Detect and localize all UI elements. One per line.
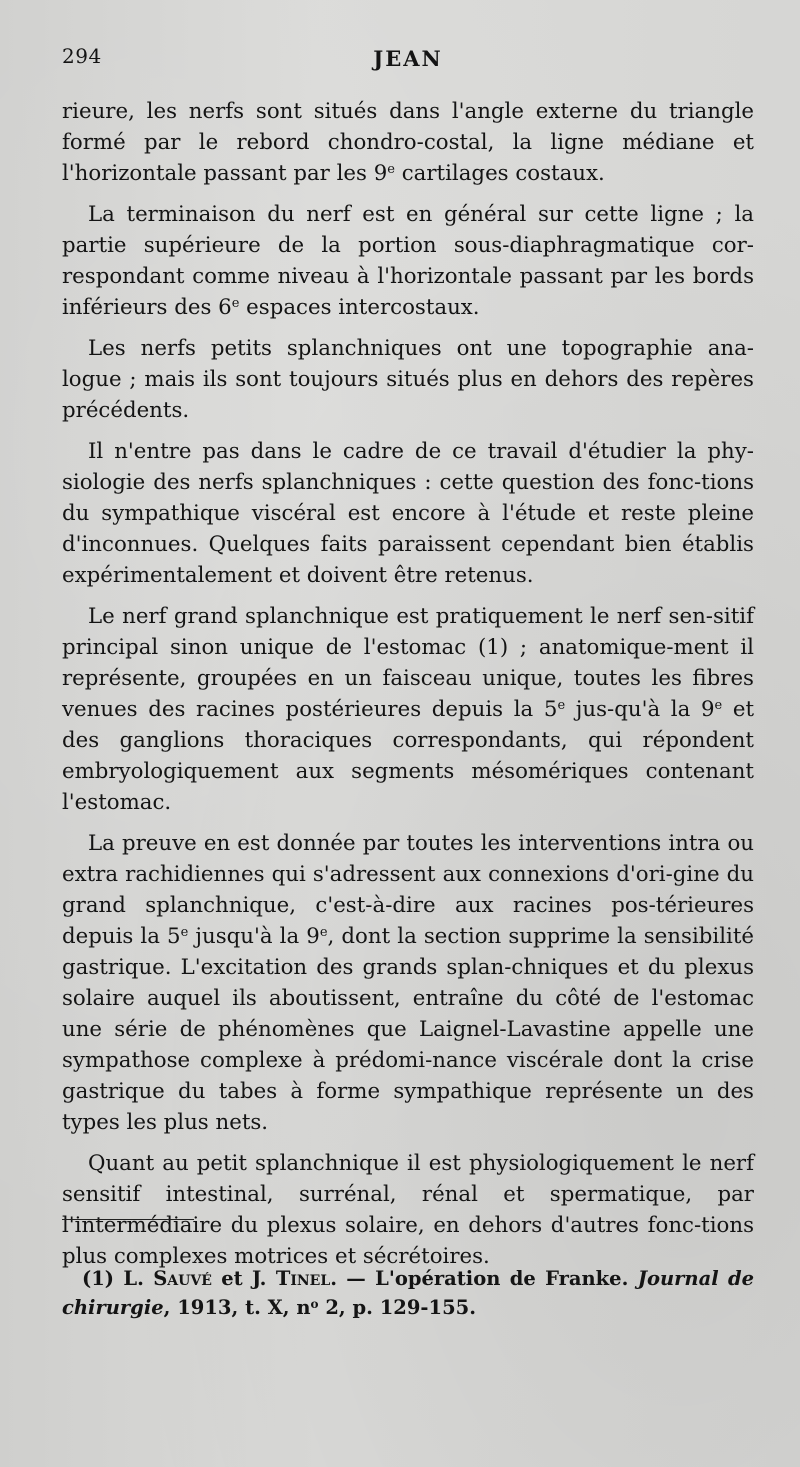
paragraph: rieure, les nerfs sont situés dans l'angle externe du triangle formé par le rebord chondro-costal, la ligne médiane et l'horizontale passant par les 9e cartilages costaux. bbox=[62, 99, 754, 186]
paragraph: Le nerf grand splanchnique est pratiquement le nerf sen-sitif principal sinon unique de l'estomac (1) ; anatomique-ment il représente, groupées en un faisceau unique, toutes les fibres venues des racines postérieures depuis la 5e jus-qu'à la 9e et des ganglions thoraciques correspondants, qui répondent embryologiquement aux segments mésomériques contenant l'estomac. bbox=[62, 604, 755, 815]
paragraph: Il n'entre pas dans le cadre de ce travail d'étudier la phy-siologie des nerfs splanchniques : cette question des fonc-tions du sympathique viscéral est encore à l'étude et reste pleine d'inconnues. Quelques faits paraissent cependant bien établis expérimentalement et doivent être retenus. bbox=[62, 439, 754, 588]
footnote-divider bbox=[62, 1219, 194, 1220]
journal-title: Journal de chirurgie bbox=[62, 1267, 754, 1319]
running-title: JEAN bbox=[373, 46, 443, 71]
paragraph: La terminaison du nerf est en général sur cette ligne ; la partie supérieure de la portion sous-diaphragmatique cor-respondant comme niveau à l'horizontale passant par les bords inférieurs des 6e espaces intercostaux. bbox=[62, 202, 754, 320]
page-number: 294 bbox=[62, 44, 102, 68]
body-text bbox=[62, 96, 754, 1282]
paragraph: Les nerfs petits splanchniques ont une topographie ana-logue ; mais ils sont toujours situés plus en dehors des repères précédents. bbox=[62, 336, 754, 423]
footnote: (1) L. Sauvé et J. Tinel. — L'opération de Franke. Journal de chirurgie, 1913, t. X, $n^o$ 2, p. 129-155. bbox=[62, 1267, 754, 1319]
author-name: Sauvé bbox=[153, 1267, 212, 1290]
author-name: Tinel bbox=[275, 1267, 331, 1290]
paragraph: La preuve en est donnée par toutes les interventions intra ou extra rachidiennes qui s'adressent aux connexions d'ori-gine du grand splanchnique, c'est-à-dire aux racines pos-térieures depuis la 5e jusqu'à la 9e, dont la section supprime la sensibilité gastrique. L'excitation des grands splan-chniques et du plexus solaire auquel ils aboutissent, entraîne du côté de l'estomac une série de phénomènes que Laignel-Lavastine appelle une sympathose complexe à prédomi-nance viscérale dont la crise gastrique du tabes à forme sympathique représente un des types les plus nets. bbox=[62, 831, 754, 1135]
paragraph: Quant au petit splanchnique il est physiologiquement le nerf sensitif intestinal, surrénal, rénal et spermatique, par l'intermédiaire du plexus solaire, en dehors d'autres fonc-tions plus complexes motrices et sécrétoires. bbox=[62, 1151, 754, 1269]
